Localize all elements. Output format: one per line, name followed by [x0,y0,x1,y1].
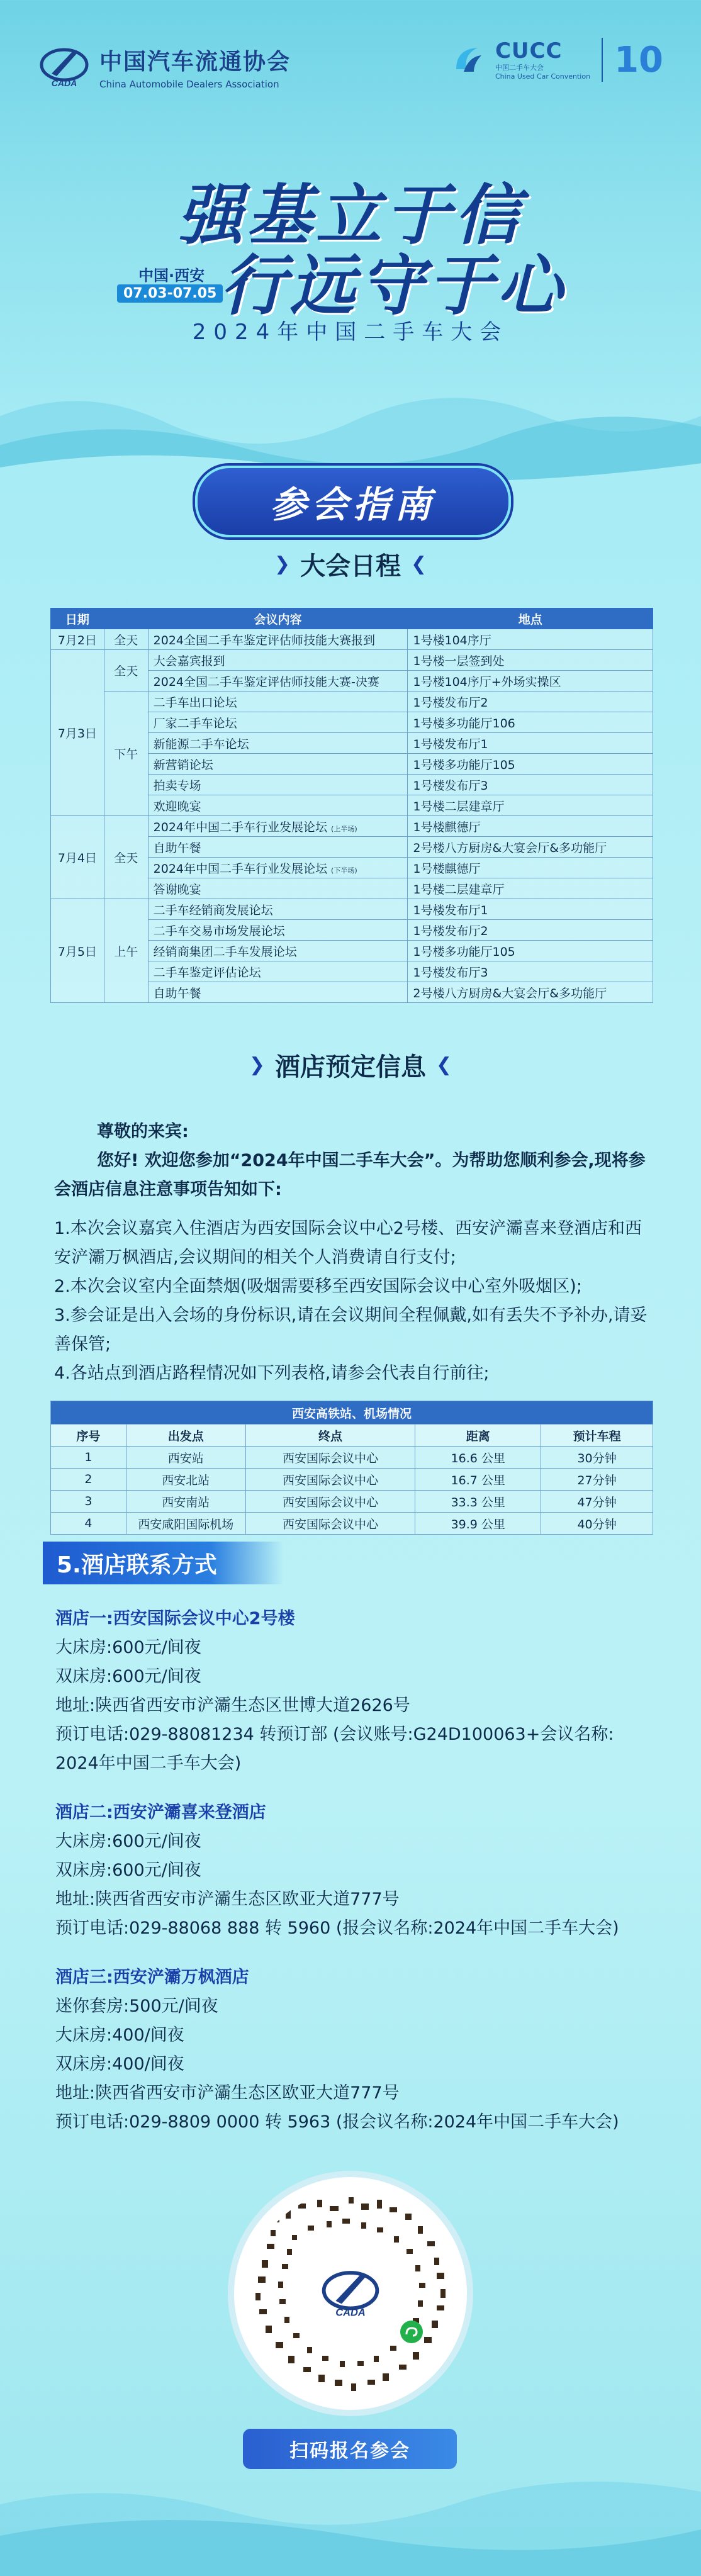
hotel-line: 2024年中国二手车大会) [55,1754,242,1773]
bottom-decoration [0,2467,701,2576]
period-cell: 上午 [104,899,148,1003]
place-cell: 2号楼八方厨房&大宴会厅&多功能厅 [408,982,653,1003]
date-cell: 7月4日 [51,816,104,899]
table-row [51,816,653,837]
table-row [51,1491,653,1513]
cell: 西安国际会议中心 [245,1513,415,1535]
place-cell: 1号楼发布厅2 [408,920,653,941]
content-cell: 二手车出口论坛 [148,692,408,712]
cucc-title: CUCC [495,38,563,64]
mini-program-icon [399,2319,424,2344]
note-item: 4.各站点到酒店路程情况如下列表格,请参会代表自行前往; [54,1364,490,1383]
table-row [51,899,653,920]
hero-city: 中国·西安 [138,267,205,284]
hotel-card [55,1798,659,1943]
table-row [51,1469,653,1491]
place-cell: 1号楼多功能厅105 [408,754,653,775]
col-header: 距离 [415,1425,541,1447]
hotel-line: 大床房:400/间夜 [55,2025,184,2045]
note-item: 1.本次会议嘉宾入住酒店为西安国际会议中心2号楼、西安浐灞喜来登酒店和西安浐灞万枫酒店,会议期间的相关个人消费请自行支付; [54,1219,642,1267]
hero-subtitle: 2024年中国二手车大会 [192,320,509,345]
hotel-line: 双床房:600元/间夜 [55,1667,201,1686]
hotel-line: 预订电话:029-8809 0000 转 5963 (报会议名称:2024年中国二手车大会) [55,2112,619,2132]
cucc-swirl-icon [452,44,484,76]
date-cell: 7月3日 [51,650,104,816]
content-cell: 新营销论坛 [148,754,408,775]
content-cell: 二手车鉴定评估论坛 [148,961,408,982]
content-cell: 二手车经销商发展论坛 [148,899,408,920]
content-cell: 欢迎晚宴 [148,795,408,816]
cell: 1 [51,1447,126,1469]
hotel-line: 地址:陕西省西安市浐灞生态区欧亚大道777号 [55,1890,400,1909]
cell: 27分钟 [541,1469,653,1491]
hotel-info-heading [0,1047,701,1083]
place-cell: 1号楼104序厅+外场实操区 [408,671,653,692]
col-header: 出发点 [126,1425,245,1447]
hotel-name: 酒店二:西安浐灞喜来登酒店 [55,1803,266,1822]
place-cell: 1号楼多功能厅106 [408,712,653,733]
content-cell [148,816,408,837]
content-cell: 2024全国二手车鉴定评估师技能大赛-决赛 [148,671,408,692]
cell: 3 [51,1491,126,1513]
col-header: 终点 [245,1425,415,1447]
period-cell: 全天 [104,816,148,899]
hotel-name: 酒店一:西安国际会议中心2号楼 [55,1609,295,1628]
date-cell: 7月2日 [51,629,104,650]
cell: 47分钟 [541,1491,653,1513]
table-row [51,1513,653,1535]
place-cell: 1号楼二层建章厅 [408,795,653,816]
place-cell: 1号楼麒德厅 [408,816,653,837]
greeting: 尊敬的来宾: [97,1122,189,1141]
col-header: 序号 [51,1425,126,1447]
cell: 西安国际会议中心 [245,1447,415,1469]
content-cell: 自助午餐 [148,982,408,1003]
place-cell: 1号楼多功能厅105 [408,941,653,961]
col-header-content: 会议内容 [148,608,408,629]
hotel-line: 地址:陕西省西安市浐灞生态区欧亚大道777号 [55,2083,400,2103]
guide-banner [195,466,511,537]
place-cell: 2号楼八方厨房&大宴会厅&多功能厅 [408,837,653,858]
place-cell: 1号楼发布厅2 [408,692,653,712]
org-name-en: China Automobile Dealers Association [99,79,279,90]
content-cell: 新能源二手车论坛 [148,733,408,754]
hero-dates: 07.03-07.05 [117,284,223,303]
hotel-line: 双床房:400/间夜 [55,2054,184,2074]
cada-logo-text: CADA [51,77,77,88]
place-cell: 1号楼发布厅3 [408,961,653,982]
qr-center-logo [308,2251,393,2336]
transport-table [50,1401,653,1535]
hotel-card [55,1604,659,1778]
cell: 西安国际会议中心 [245,1491,415,1513]
cell: 30分钟 [541,1447,653,1469]
cucc-sub-en: China Used Car Convention [495,72,591,81]
table-row [51,692,653,712]
session-note: (下半场) [331,866,357,875]
period-cell: 全天 [104,629,148,650]
cell: 西安咸阳国际机场 [126,1513,245,1535]
content-cell: 二手车交易市场发展论坛 [148,920,408,941]
place-cell: 1号楼麒德厅 [408,858,653,878]
cucc-sub-cn: 中国二手车大会 [495,64,544,72]
notes-list [54,1214,652,1388]
contacts-tag [43,1542,283,1584]
cell: 16.6 公里 [415,1447,541,1469]
col-header-place: 地点 [408,608,653,629]
content-cell [148,858,408,878]
hotel-line: 预订电话:029-88068 888 转 5960 (报会议名称:2024年中国二手车大会) [55,1918,619,1938]
hotel-line: 大床房:600元/间夜 [55,1832,201,1851]
hotel-line: 预订电话:029-88081234 转预订部 (会议账号:G24D100063+会议名称: [55,1725,614,1744]
place-cell: 1号楼发布厅1 [408,733,653,754]
transport-header-row [51,1425,653,1447]
cell: 西安国际会议中心 [245,1469,415,1491]
hotel-line: 迷你套房:500元/间夜 [55,1996,218,2016]
hotel-name: 酒店三:西安浐灞万枫酒店 [55,1968,249,1987]
org-name-cn: 中国汽车流通协会 [99,48,291,75]
contacts-tag-text: 5.酒店联系方式 [57,1552,217,1578]
chevron-left-icon: ❮ [436,1054,452,1076]
col-header: 预计车程 [541,1425,653,1447]
cell: 40分钟 [541,1513,653,1535]
cell: 33.3 公里 [415,1491,541,1513]
cada-logo-icon [38,46,91,89]
hero-title-line1: 强基立于信 [177,177,524,254]
col-header-date: 日期 [51,608,104,629]
col-header-period [104,608,148,629]
schedule-table [50,608,653,1003]
cada-logo-icon [319,2268,382,2319]
cell: 39.9 公里 [415,1513,541,1535]
cell: 16.7 公里 [415,1469,541,1491]
intro-paragraph: 您好! 欢迎您参加“2024年中国二手车大会”。为帮助您顺利参会,现将参会酒店信息注意事项告知如下: [54,1151,646,1199]
divider [602,38,603,82]
transport-caption: 西安高铁站、机场情况 [51,1401,653,1425]
content-cell: 答谢晚宴 [148,878,408,899]
content-cell: 2024全国二手车鉴定评估师技能大赛报到 [148,629,408,650]
hero-title-line2: 行远守于心 [220,247,567,324]
content-cell: 大会嘉宾报到 [148,650,408,671]
schedule-heading [0,546,701,582]
place-cell: 1号楼104序厅 [408,629,653,650]
cell: 2 [51,1469,126,1491]
cucc-logo [452,38,663,82]
cada-logo [38,44,291,90]
content-cell: 厂家二手车论坛 [148,712,408,733]
session-note: (上半场) [331,824,357,833]
guide-banner-text: 参会指南 [269,483,436,526]
schedule-title: 大会日程 [300,552,401,581]
table-row [51,1447,653,1469]
chevron-right-icon: ❯ [274,553,290,575]
content-text: 2024年中国二手车行业发展论坛 [153,861,327,876]
place-cell: 1号楼一层签到处 [408,650,653,671]
content-text: 2024年中国二手车行业发展论坛 [153,820,327,834]
hotel-info-title: 酒店预定信息 [275,1053,426,1082]
table-row [51,629,653,650]
content-cell: 拍卖专场 [148,775,408,795]
place-cell: 1号楼发布厅1 [408,899,653,920]
note-item: 3.参会证是出入会场的身份标识,请在会议期间全程佩戴,如有丢失不予补办,请妥善保管; [54,1306,648,1354]
scan-register-label: 扫码报名参会 [289,2440,410,2462]
period-cell: 下午 [104,692,148,816]
cell: 西安北站 [126,1469,245,1491]
content-cell: 经销商集团二手车发展论坛 [148,941,408,961]
cell: 西安站 [126,1447,245,1469]
table-row [51,650,653,671]
period-cell: 全天 [104,650,148,692]
hotel-line: 地址:陕西省西安市浐灞生态区世博大道2626号 [55,1696,410,1715]
chevron-left-icon: ❮ [411,553,427,575]
note-item: 2.本次会议室内全面禁烟(吸烟需要移至西安国际会议中心室外吸烟区); [54,1277,582,1296]
mini-program-qr-code[interactable] [234,2177,467,2410]
cell: 4 [51,1513,126,1535]
hotel-line: 双床房:600元/间夜 [55,1861,201,1880]
chevron-right-icon: ❯ [249,1054,265,1076]
cell: 西安南站 [126,1491,245,1513]
scan-register-button[interactable] [243,2429,457,2469]
date-cell: 7月5日 [51,899,104,1003]
hotel-card [55,1963,659,2137]
place-cell: 1号楼发布厅3 [408,775,653,795]
anniversary-badge: 10 [614,39,663,81]
hotel-line: 大床房:600元/间夜 [55,1638,201,1657]
content-cell: 自助午餐 [148,837,408,858]
place-cell: 1号楼二层建章厅 [408,878,653,899]
schedule-header-row [51,608,653,629]
qr-logo-text: CADA [335,2307,366,2319]
